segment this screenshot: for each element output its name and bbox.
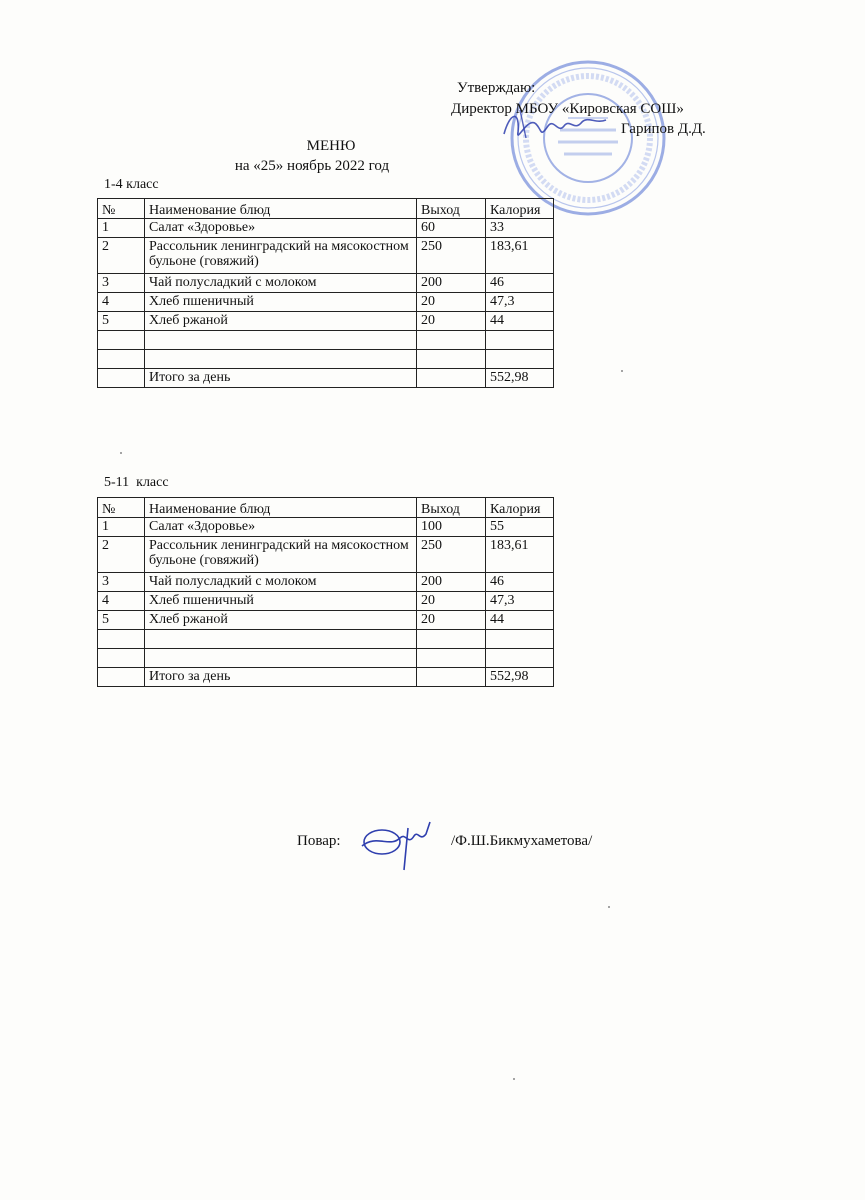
total-row bbox=[98, 668, 554, 687]
table-header-row bbox=[98, 199, 554, 219]
row-dish: Хлеб ржаной bbox=[145, 611, 417, 630]
approval-line-3: Гарипов Д.Д. bbox=[621, 121, 706, 137]
row-yield: 20 bbox=[417, 312, 486, 331]
row-yield: 250 bbox=[417, 238, 486, 274]
col-kcal-header: Калория bbox=[486, 498, 554, 518]
row-dish: Рассольник ленинградский на мясокостном бульоне (говяжий) bbox=[145, 537, 417, 573]
row-dish: Хлеб ржаной bbox=[145, 312, 417, 331]
row-dish: Рассольник ленинградский на мясокостном бульоне (говяжий) bbox=[145, 238, 417, 274]
col-name-header: Наименование блюд bbox=[145, 199, 417, 219]
grade-label-1-4: 1-4 класс bbox=[104, 177, 159, 192]
total-label: Итого за день bbox=[145, 668, 417, 687]
table-row bbox=[98, 611, 554, 630]
scan-speck bbox=[120, 452, 122, 454]
table-row bbox=[98, 293, 554, 312]
scan-speck bbox=[621, 370, 623, 372]
row-dish: Салат «Здоровье» bbox=[145, 518, 417, 537]
col-num-header: № bbox=[98, 498, 145, 518]
table-row bbox=[98, 518, 554, 537]
menu-table-5-11 bbox=[97, 497, 554, 687]
table-row bbox=[98, 274, 554, 293]
row-num: 5 bbox=[98, 312, 145, 331]
row-kcal: 44 bbox=[486, 312, 554, 331]
row-dish: Чай полусладкий с молоком bbox=[145, 573, 417, 592]
menu-date: на «25» ноябрь 2022 год bbox=[234, 158, 390, 174]
row-kcal: 183,61 bbox=[486, 238, 554, 274]
row-num: 1 bbox=[98, 219, 145, 238]
total-row bbox=[98, 369, 554, 388]
row-kcal: 55 bbox=[486, 518, 554, 537]
grade-label-5-11: 5-11 класс bbox=[104, 475, 169, 490]
row-yield: 250 bbox=[417, 537, 486, 573]
cook-name: /Ф.Ш.Бикмухаметова/ bbox=[451, 833, 593, 849]
row-kcal: 47,3 bbox=[486, 592, 554, 611]
row-num: 5 bbox=[98, 611, 145, 630]
table-header-row bbox=[98, 498, 554, 518]
row-kcal: 46 bbox=[486, 573, 554, 592]
row-num: 2 bbox=[98, 238, 145, 274]
total-label: Итого за день bbox=[145, 369, 417, 388]
table-row bbox=[98, 537, 554, 573]
col-yield-header: Выход bbox=[417, 498, 486, 518]
row-yield: 20 bbox=[417, 592, 486, 611]
row-num: 4 bbox=[98, 592, 145, 611]
table-row bbox=[98, 219, 554, 238]
row-dish: Хлеб пшеничный bbox=[145, 293, 417, 312]
row-yield: 60 bbox=[417, 219, 486, 238]
table-row bbox=[98, 312, 554, 331]
empty-row bbox=[98, 630, 554, 649]
table-row bbox=[98, 238, 554, 274]
row-yield: 20 bbox=[417, 611, 486, 630]
row-dish: Хлеб пшеничный bbox=[145, 592, 417, 611]
menu-table-1-4 bbox=[97, 198, 554, 388]
approval-line-2: Директор МБОУ «Кировская СОШ» bbox=[451, 101, 684, 117]
row-num: 4 bbox=[98, 293, 145, 312]
empty-row bbox=[98, 331, 554, 350]
scan-speck bbox=[513, 1078, 515, 1080]
row-num: 3 bbox=[98, 274, 145, 293]
col-yield-header: Выход bbox=[417, 199, 486, 219]
row-kcal: 183,61 bbox=[486, 537, 554, 573]
table-row bbox=[98, 592, 554, 611]
col-name-header: Наименование блюд bbox=[145, 498, 417, 518]
cook-signature bbox=[356, 812, 436, 874]
menu-title: МЕНЮ bbox=[306, 138, 356, 154]
row-kcal: 44 bbox=[486, 611, 554, 630]
col-kcal-header: Калория bbox=[486, 199, 554, 219]
row-dish: Салат «Здоровье» bbox=[145, 219, 417, 238]
col-num-header: № bbox=[98, 199, 145, 219]
total-kcal: 552,98 bbox=[486, 369, 554, 388]
row-yield: 200 bbox=[417, 573, 486, 592]
total-kcal: 552,98 bbox=[486, 668, 554, 687]
empty-row bbox=[98, 350, 554, 369]
table-row bbox=[98, 573, 554, 592]
row-num: 2 bbox=[98, 537, 145, 573]
row-num: 1 bbox=[98, 518, 145, 537]
empty-row bbox=[98, 649, 554, 668]
row-yield: 20 bbox=[417, 293, 486, 312]
scan-speck bbox=[608, 906, 610, 908]
row-kcal: 46 bbox=[486, 274, 554, 293]
row-kcal: 47,3 bbox=[486, 293, 554, 312]
approval-line-1: Утверждаю: bbox=[457, 80, 536, 96]
row-dish: Чай полусладкий с молоком bbox=[145, 274, 417, 293]
row-yield: 100 bbox=[417, 518, 486, 537]
row-num: 3 bbox=[98, 573, 145, 592]
cook-role-label: Повар: bbox=[297, 833, 341, 849]
row-yield: 200 bbox=[417, 274, 486, 293]
row-kcal: 33 bbox=[486, 219, 554, 238]
